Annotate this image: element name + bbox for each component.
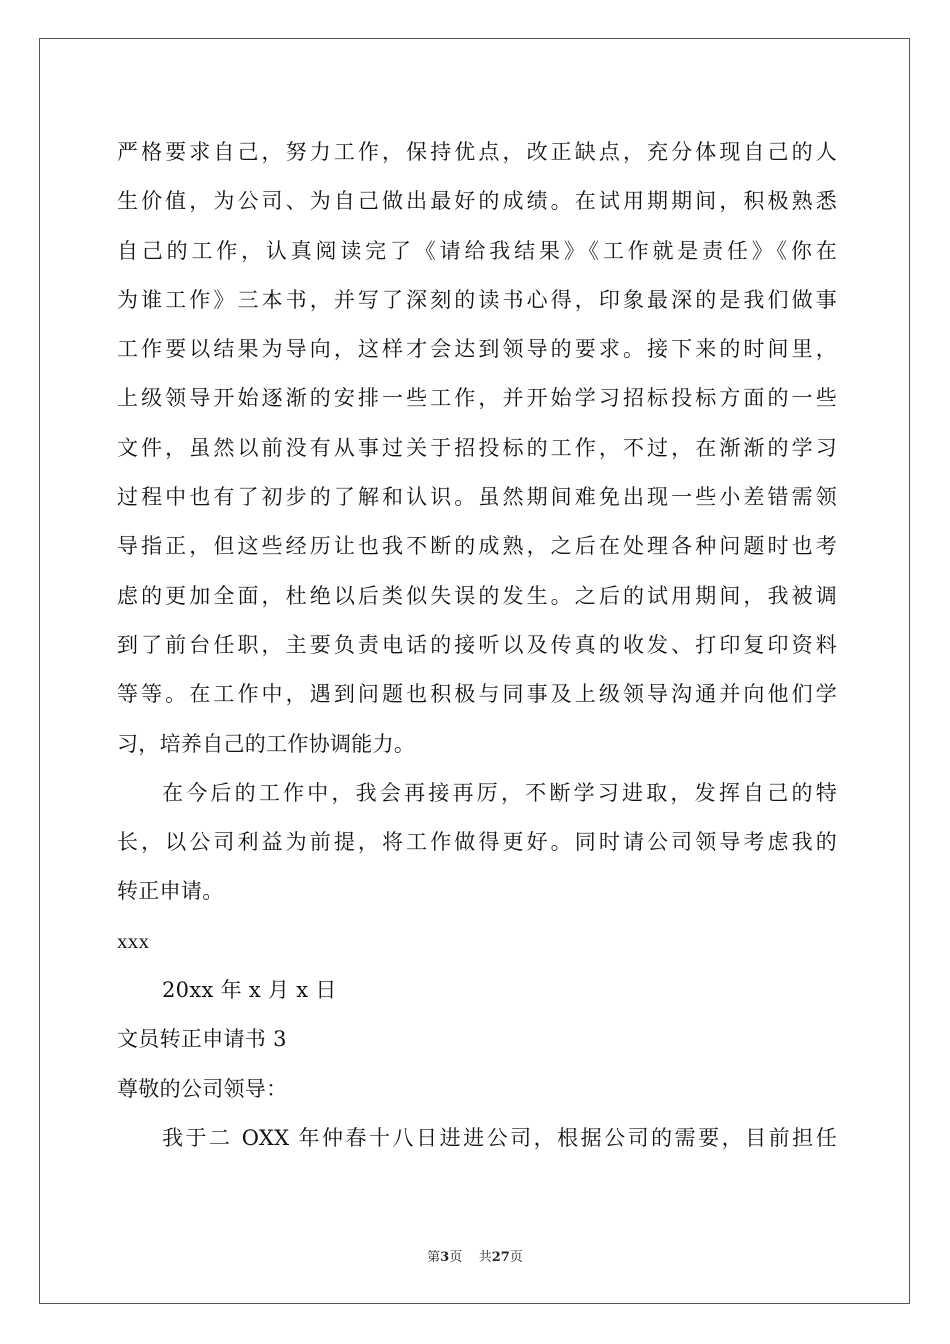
document-body bbox=[117, 128, 837, 1163]
section-title: 文员转正申请书 3 bbox=[117, 1027, 287, 1052]
page-footer bbox=[0, 1246, 950, 1265]
paragraph-line: 在今后的工作中，我会再接再厉，不断学习进取，发挥自己的特 bbox=[162, 780, 837, 805]
paragraph-line: 严格要求自己，努力工作，保持优点，改正缺点，充分体现自己的人 bbox=[117, 140, 837, 164]
paragraph-line: 自己的工作，认真阅读完了《请给我结果》《工作就是责任》《你在 bbox=[117, 238, 837, 263]
paragraph-line: 我于二 OXX 年仲春十八日进进公司，根据公司的需要，目前担任 bbox=[162, 1125, 837, 1150]
page-number: 3 bbox=[440, 1250, 450, 1265]
total-pages: 27 bbox=[491, 1250, 510, 1265]
paragraph-line: 生价值，为公司、为自己做出最好的成绩。在试用期期间，积极熟悉 bbox=[117, 189, 837, 214]
paragraph-line: 虑的更加全面，杜绝以后类似失误的发生。之后的试用期间，我被调 bbox=[117, 583, 837, 608]
page-label-suffix: 页 bbox=[449, 1250, 463, 1265]
signature-date: 20xx 年 x 月 x 日 bbox=[162, 978, 337, 1003]
total-label-prefix: 共 bbox=[478, 1250, 492, 1265]
page-label-prefix: 第 bbox=[427, 1250, 441, 1265]
paragraph-line: 为谁工作》三本书，并写了深刻的读书心得，印象最深的是我们做事 bbox=[117, 287, 837, 312]
salutation: 尊敬的公司领导： bbox=[117, 1076, 288, 1101]
paragraph-line: 过程中也有了初步的了解和认识。虽然期间难免出现一些小差错需领 bbox=[117, 485, 837, 510]
paragraph-line: 转正申请。 bbox=[117, 879, 224, 904]
paragraph-line: 长，以公司利益为前提，将工作做得更好。同时请公司领导考虑我的 bbox=[117, 830, 837, 855]
paragraph-line: 等等。在工作中，遇到问题也积极与同事及上级领导沟通并向他们学 bbox=[117, 682, 837, 707]
signature-name: xxx bbox=[117, 928, 150, 953]
paragraph-line: 到了前台任职，主要负责电话的接听以及传真的收发、打印复印资料 bbox=[117, 632, 837, 657]
paragraph-line: 工作要以结果为导向，这样才会达到领导的要求。接下来的时间里， bbox=[117, 337, 837, 362]
total-label-suffix: 页 bbox=[509, 1250, 523, 1265]
paragraph-line: 上级领导开始逐渐的安排一些工作，并开始学习招标投标方面的一些 bbox=[117, 386, 837, 411]
paragraph-line: 习，培养自己的工作协调能力。 bbox=[117, 731, 416, 756]
paragraph-line: 导指正，但这些经历让也我不断的成熟，之后在处理各种问题时也考 bbox=[117, 534, 837, 559]
paragraph-line: 文件，虽然以前没有从事过关于招投标的工作，不过，在渐渐的学习 bbox=[117, 435, 837, 460]
